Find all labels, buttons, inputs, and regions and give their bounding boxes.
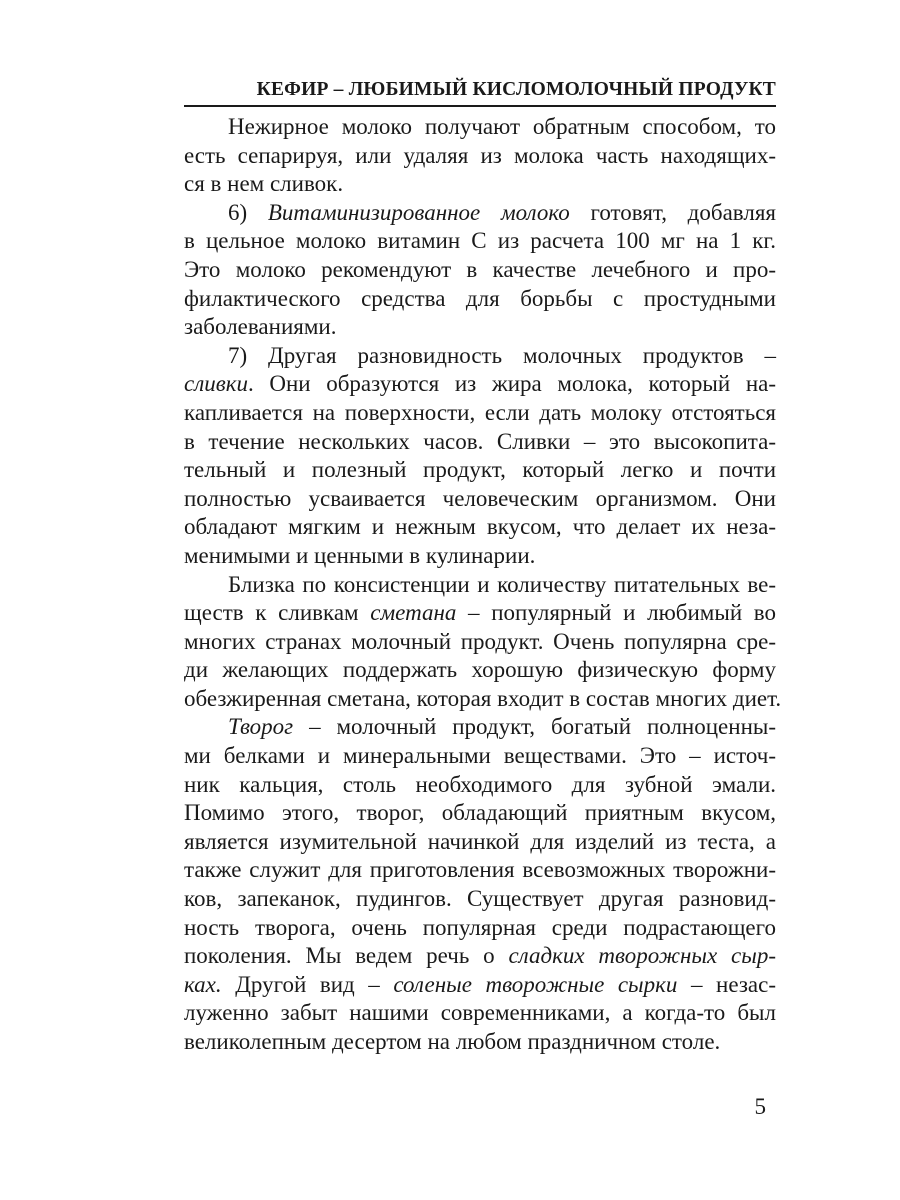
text-line: 7) Другая разновидность молочных продуктов – [228, 342, 776, 368]
text-line: филактического средства для борьбы с простудными [184, 285, 776, 311]
text-line: является изумительной начинкой для изделий из теста, а [184, 828, 776, 854]
text-line [184, 199, 776, 228]
text-line: ность творога, очень популярная среди подрастающего [184, 914, 776, 940]
text-line: Это молоко рекомендуют в качестве лечебного и про- [184, 256, 776, 282]
text-line: луженно забыт нашими современниками, а когда-то был [184, 1000, 776, 1026]
text-line: тельный и полезный продукт, который легко и почти [184, 457, 776, 483]
text-span: – незас- [677, 971, 776, 997]
text-line [184, 370, 776, 399]
text-line: капливается на поверхности, если дать молоку отстояться [184, 399, 776, 425]
running-head: КЕФИР – ЛЮБИМЫЙ КИСЛОМОЛОЧНЫЙ ПРОДУКТ [184, 78, 776, 107]
text-span: готовят, добавляя [569, 199, 776, 225]
text-span: – популярный и любимый во [456, 600, 777, 626]
italic-term: сливки [184, 371, 248, 397]
text-line: ник кальция, столь необходимого для зубной эмали. [184, 771, 776, 797]
text-line: Близка по консистенции и количеству питательных ве- [228, 571, 776, 597]
text-span: – молочный продукт, богатый полноценны- [293, 714, 776, 740]
text-span: поколения. Мы ведем речь о [184, 943, 509, 969]
text-line: в течение нескольких часов. Сливки – это высокопита- [184, 428, 776, 454]
body-text [184, 113, 782, 1057]
text-line: менимыми и ценными в кулинарии. [184, 542, 536, 568]
text-line: обезжиренная сметана, которая входит в состав многих диет. [184, 685, 782, 711]
text-line [184, 599, 776, 628]
italic-term: соленые творожные сырки [393, 971, 678, 997]
italic-term: сметана [370, 600, 457, 626]
text-line: многих странах молочный продукт. Очень популярна сре- [184, 628, 776, 654]
text-line: обладают мягким и нежным вкусом, что делает их неза- [184, 514, 776, 540]
italic-term: ках. [184, 971, 222, 997]
text-line: ков, запеканок, пудингов. Существует другая разновид- [184, 886, 776, 912]
text-line: есть сепарируя, или удаляя из молока часть находящих- [184, 142, 776, 168]
text-span: 6) [228, 199, 268, 225]
text-line: ми белками и минеральными веществами. Это – источ- [184, 743, 776, 769]
text-span: ществ к сливкам [184, 600, 371, 626]
italic-term: Творог [228, 714, 294, 740]
text-line: великолепным десертом на любом праздничном столе. [184, 1029, 721, 1054]
text-span: . Они образуются из жира молока, который на- [247, 371, 776, 397]
text-line: Помимо этого, творог, обладающий приятным вкусом, [184, 800, 776, 826]
text-line: Нежирное молоко получают обратным способом, то [228, 114, 776, 139]
text-line: полностью усваивается человеческим организмом. Они [184, 485, 776, 511]
text-line: ся в нем сливок. [184, 171, 344, 197]
text-span: Другой вид – [221, 971, 394, 997]
text-line [184, 942, 776, 971]
text-line: заболеваниями. [184, 314, 337, 340]
text-line: также служит для приготовления всевозможных творожни- [184, 857, 776, 883]
text-line: ди желающих поддержать хорошую физическую форму [184, 657, 776, 683]
italic-term: сладких творожных сыр- [508, 943, 776, 969]
text-line [184, 971, 776, 1000]
text-line [184, 713, 776, 742]
page-number: 5 [754, 1094, 766, 1119]
italic-term: Витаминизированное молоко [267, 199, 570, 225]
text-line: в цельное молоко витамин С из расчета 100 мг на 1 кг. [184, 228, 776, 254]
